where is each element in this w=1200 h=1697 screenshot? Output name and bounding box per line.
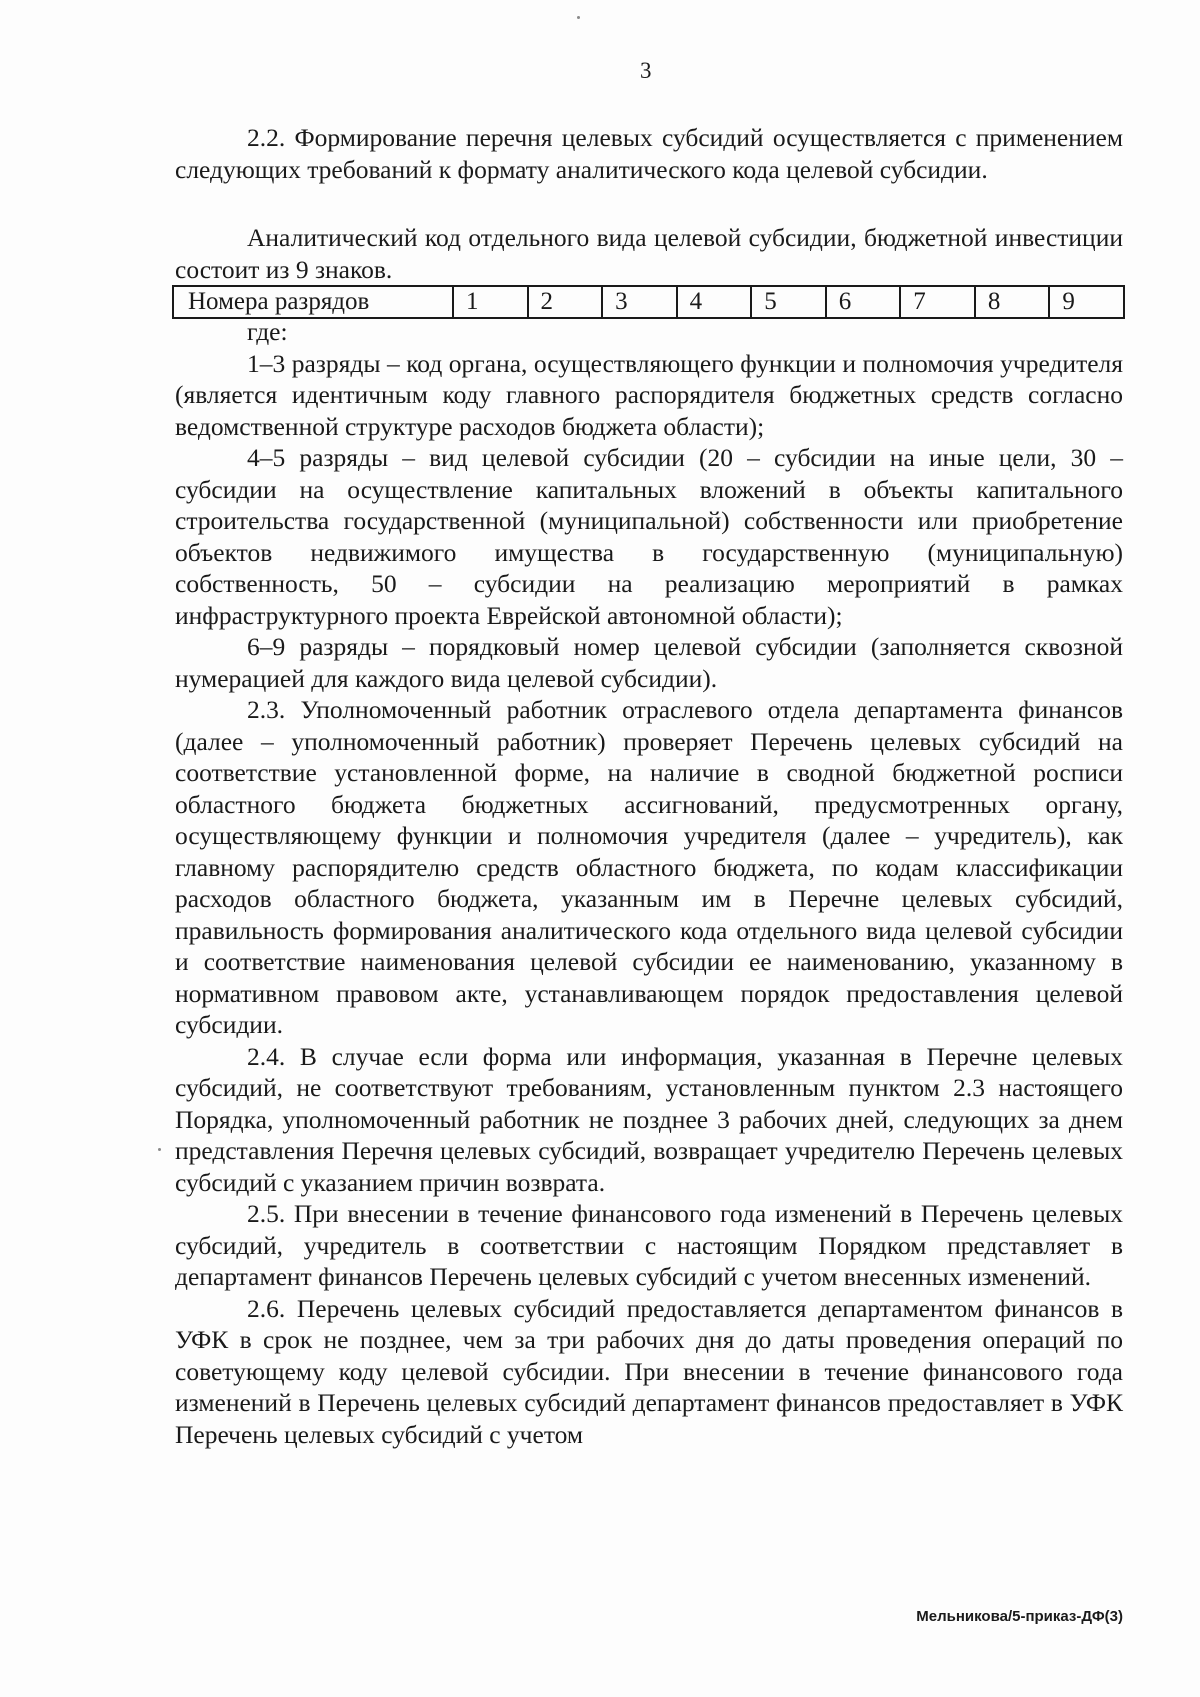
table-cell: 9 [1049, 286, 1124, 318]
page-number: 3 [640, 58, 652, 83]
table-cell: 3 [602, 286, 677, 318]
table-label-cell: Номера разрядов [173, 286, 453, 318]
table-cell: 1 [453, 286, 528, 318]
paragraph-group-code [175, 222, 1123, 285]
paragraph-digits-4-5: 4–5 разряды – вид целевой субсидии (20 – субсидии на иные цели, 30 – субсидии на осуществление капитальных вложений в объекты капитального строительства государственной (муниципальной) собственности или приобретение объектов недвижимого имущества в государственную (муниципальную) собственность, 50 – субсидии на реализацию мероприятий в рамках инфраструктурного проекта Еврейской автономной области); [175, 443, 1123, 630]
table-cell: 8 [975, 286, 1050, 318]
table-cell: 2 [528, 286, 603, 318]
paragraph-digits-1-3: 1–3 разряды – код органа, осуществляющего функции и полномочия учредителя (является идентичным коду главного распорядителя бюджетных средств согласно ведомственной структуре расходов бюджета области); [175, 348, 1123, 441]
paragraph-2-3: 2.3. Уполномоченный работник отраслевого отдела департамента финансов (далее – уполномоченный работник) проверяет Перечень целевых субсидий на соответствие установленной форме, на наличие в сводной бюджетной росписи областного бюджета бюджетных ассигнований, предусмотренных органу, осуществляющему функции и полномочия учредителя (далее – учредитель), как главному распорядителю средств областного бюджета, по кодам классификации расходов областного бюджета, указанным им в Перечне целевых субсидий, правильность формирования аналитического кода отдельного вида целевой субсидии и соответствие наименования целевой субсидии ее наименованию, указанному в нормативном правовом акте, устанавливающем порядок предоставления целевой субсидии. [175, 695, 1123, 1039]
table-cell: 7 [900, 286, 975, 318]
paragraph-2-5: 2.5. При внесении в течение финансового года изменений в Перечень целевых субсидий, учредитель в соответствии с настоящим Порядком представляет в департамент финансов Перечень целевых субсидий с учетом внесенных изменений. [175, 1199, 1123, 1291]
paragraph-code-length: Аналитический код отдельного вида целевой субсидии, бюджетной инвестиции состоит из 9 знаков. [175, 223, 1123, 284]
footer-file-reference: Мельникова/5-приказ-ДФ(3) [916, 1608, 1123, 1625]
paragraph-group-main [175, 316, 1123, 1450]
scan-speck [158, 1148, 161, 1151]
paragraph-2-4: 2.4. В случае если форма или информация, указанная в Перечне целевых субсидий, не соответствуют требованиям, установленным пунктом 2.3 настоящего Порядка, уполномоченный работник не позднее 3 рабочих дней, следующих за днем представления Перечня целевых субсидий, возвращает учредителю Перечень целевых субсидий с указанием причин возврата. [175, 1041, 1123, 1197]
paragraph-digits-6-9: 6–9 разряды – порядковый номер целевой субсидии (заполняется сквозной нумерацией для каждого вида целевой субсидии). [175, 632, 1123, 693]
table-cell: 5 [751, 286, 826, 318]
table-cell: 6 [826, 286, 901, 318]
scan-speck [577, 16, 580, 19]
paragraph-2-6: 2.6. Перечень целевых субсидий предоставляется департаментом финансов в УФК в срок не позднее, чем за три рабочих дня до даты проведения операций по советующему коду целевой субсидии. При внесении в течение финансового года изменений в Перечень целевых субсидий департамент финансов предоставляет в УФК Перечень целевых субсидий с учетом [175, 1293, 1123, 1449]
paragraph-group-top [175, 122, 1123, 185]
digits-table [172, 285, 1125, 319]
table-cell: 4 [677, 286, 752, 318]
paragraph-where: где: [247, 317, 288, 346]
table-row [173, 286, 1124, 318]
paragraph-2-2: 2.2. Формирование перечня целевых субсидий осуществляется с применением следующих требований к формату аналитического кода целевой субсидии. [175, 123, 1123, 184]
